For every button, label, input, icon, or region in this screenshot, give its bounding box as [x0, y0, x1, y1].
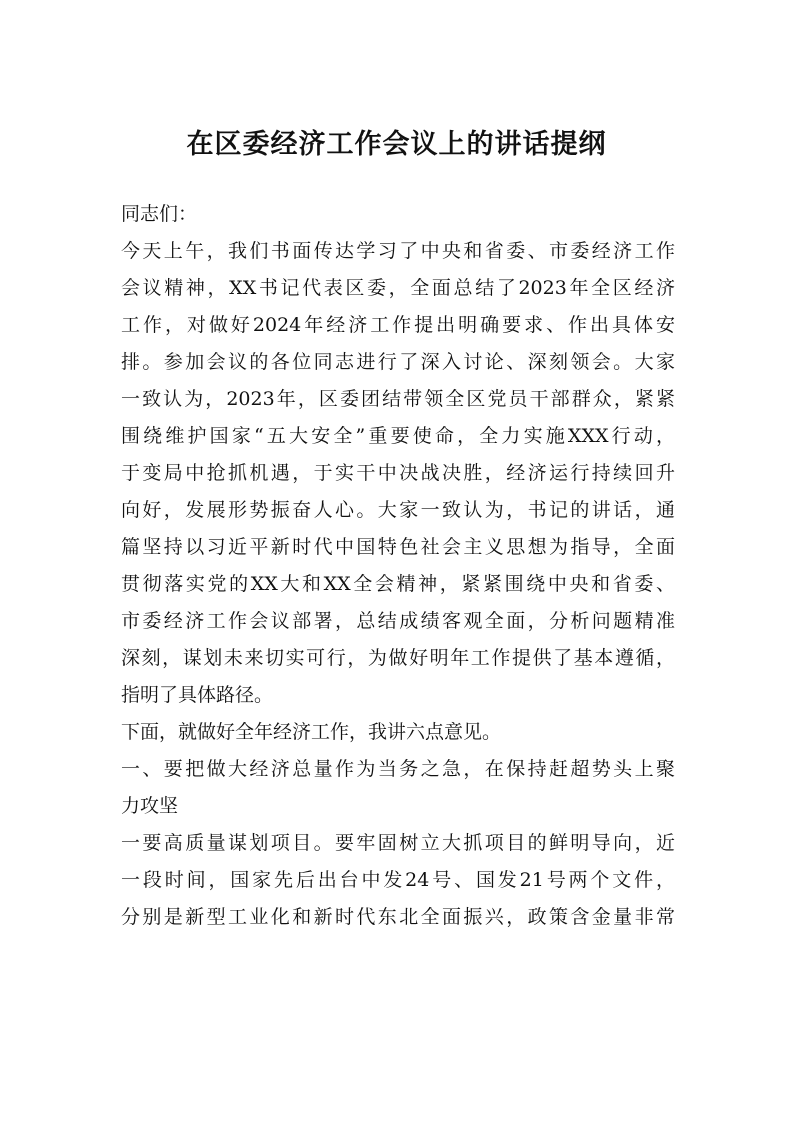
text-line: 向好，发展形势振奋人心。大家一致认为，书记的讲话，通 — [121, 499, 675, 521]
text-line: 同志们： — [121, 203, 198, 225]
text-line: 一段时间，国家先后出台中发24号、国发21号两个文件， — [121, 869, 675, 891]
text-line: 深刻，谋划未来切实可行，为做好明年工作提供了基本遵循， — [121, 647, 675, 669]
text-line: 市委经济工作会议部署，总结成绩客观全面，分析问题精准 — [121, 610, 675, 632]
text-line: 排。参加会议的各位同志进行了深入讨论、深刻领会。大家 — [121, 351, 675, 373]
text-line: 于变局中抢抓机遇，于实干中决战决胜，经济运行持续回升 — [121, 462, 675, 484]
text-line: 一致认为，2023年，区委团结带领全区党员干部群众，紧紧 — [121, 388, 675, 410]
text-line: 工作，对做好2024年经济工作提出明确要求、作出具体安 — [121, 314, 675, 336]
text-line: 会议精神，XX书记代表区委，全面总结了2023年全区经济 — [121, 277, 675, 299]
text-line: 一要高质量谋划项目。要牢固树立大抓项目的鲜明导向，近 — [121, 832, 675, 854]
text-line: 一、要把做大经济总量作为当务之急，在保持赶超势头上聚 — [121, 758, 675, 780]
text-line: 围绕维护国家“五大安全”重要使命，全力实施XXX行动， — [121, 425, 675, 447]
document-title: 在区委经济工作会议上的讲话提纲 — [186, 129, 607, 160]
text-line: 今天上午，我们书面传达学习了中央和省委、市委经济工作 — [121, 240, 675, 262]
text-line: 力攻坚 — [121, 795, 179, 817]
document-body — [121, 196, 675, 936]
text-line: 篇坚持以习近平新时代中国特色社会主义思想为指导，全面 — [121, 536, 675, 558]
text-line: 指明了具体路径。 — [121, 684, 274, 706]
text-line: 分别是新型工业化和新时代东北全面振兴，政策含金量非常 — [121, 906, 675, 928]
text-line: 贯彻落实党的XX大和XX全会精神，紧紧围绕中央和省委、 — [121, 573, 675, 595]
text-line: 下面，就做好全年经济工作，我讲六点意见。 — [121, 721, 502, 743]
